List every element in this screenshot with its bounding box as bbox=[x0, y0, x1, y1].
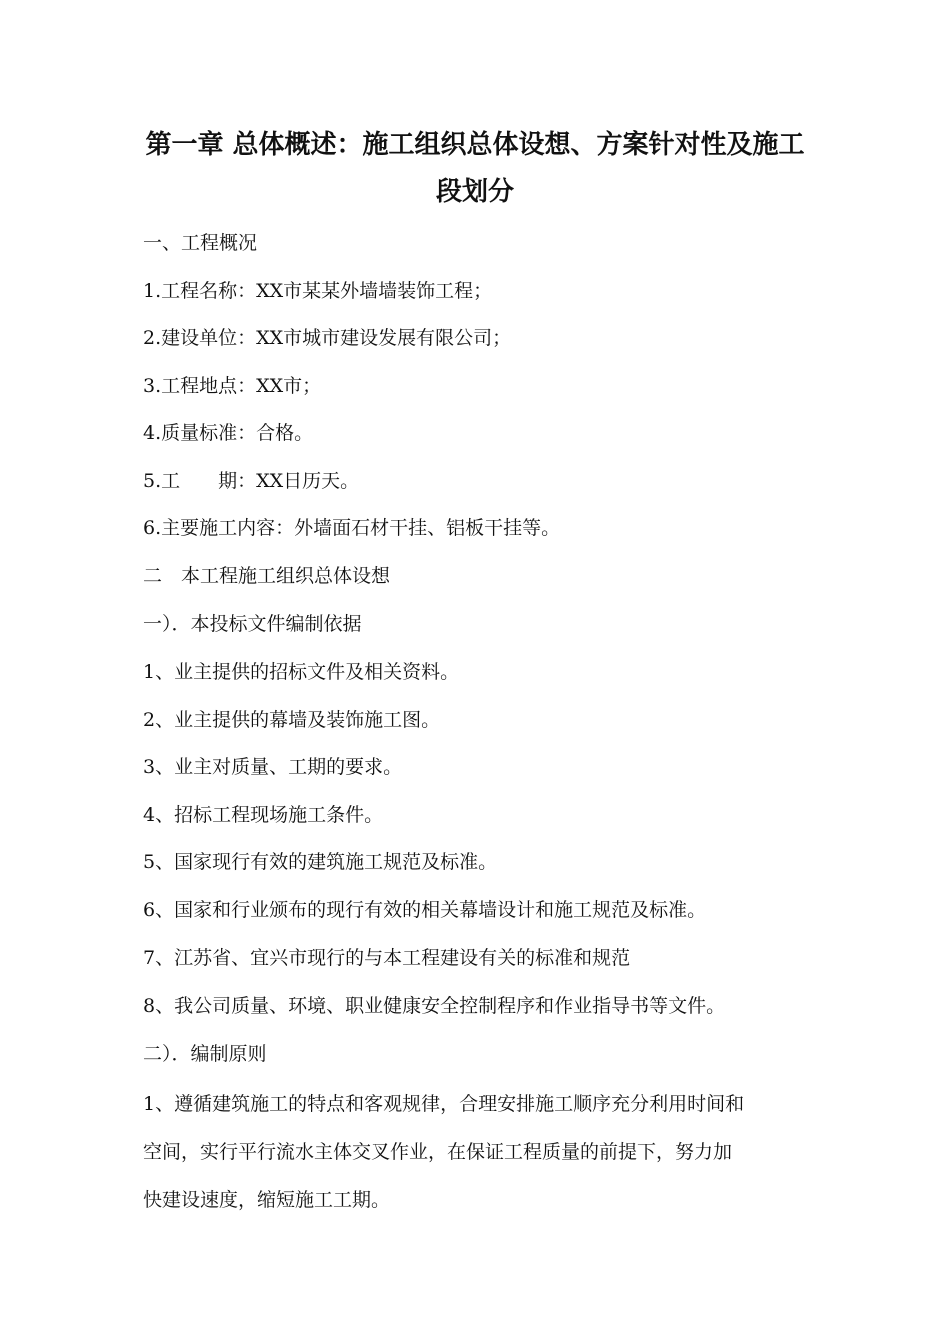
list-item: 7、江苏省、宜兴市现行的与本工程建设有关的标准和规范 bbox=[143, 947, 631, 969]
list-item: 2、业主提供的幕墙及装饰施工图。 bbox=[143, 709, 441, 731]
subsection-heading-principles: 二）．编制原则 bbox=[143, 1043, 267, 1065]
list-item: 3、业主对质量、工期的要求。 bbox=[143, 756, 403, 778]
list-item: 4.质量标准：合格。 bbox=[143, 422, 314, 444]
paragraph-line: 空间，实行平行流水主体交叉作业，在保证工程质量的前提下，努力加 bbox=[143, 1141, 733, 1163]
list-item: 4、招标工程现场施工条件。 bbox=[143, 804, 384, 826]
list-item: 3.工程地点：XX市； bbox=[143, 375, 322, 397]
list-item: 6.主要施工内容：外墙面石材干挂、铝板干挂等。 bbox=[143, 517, 561, 539]
list-item: 6、国家和行业颁布的现行有效的相关幕墙设计和施工规范及标准。 bbox=[143, 899, 707, 921]
paragraph-line: 快建设速度，缩短施工工期。 bbox=[143, 1189, 391, 1211]
section-heading-project-overview: 一、工程概况 bbox=[143, 232, 258, 254]
list-item: 8、我公司质量、环境、职业健康安全控制程序和作业指导书等文件。 bbox=[143, 995, 726, 1017]
chapter-title-line-2: 段划分 bbox=[435, 177, 514, 207]
list-item: 1.工程名称：XX市某某外墙墙装饰工程； bbox=[143, 280, 493, 302]
list-item: 2.建设单位：XX市城市建设发展有限公司； bbox=[143, 327, 512, 349]
list-item: 5.工 期：XX日历天。 bbox=[143, 470, 360, 492]
list-item: 5、国家现行有效的建筑施工规范及标准。 bbox=[143, 851, 498, 873]
subsection-heading-basis: 一）．本投标文件编制依据 bbox=[143, 613, 362, 635]
paragraph-line: 1、遵循建筑施工的特点和客观规律，合理安排施工顺序充分利用时间和 bbox=[143, 1093, 745, 1115]
section-heading-construction-concept: 二 本工程施工组织总体设想 bbox=[143, 565, 391, 587]
chapter-title-line-1: 第一章 总体概述：施工组织总体设想、方案针对性及施工 bbox=[145, 130, 805, 160]
list-item: 1、业主提供的招标文件及相关资料。 bbox=[143, 661, 460, 683]
